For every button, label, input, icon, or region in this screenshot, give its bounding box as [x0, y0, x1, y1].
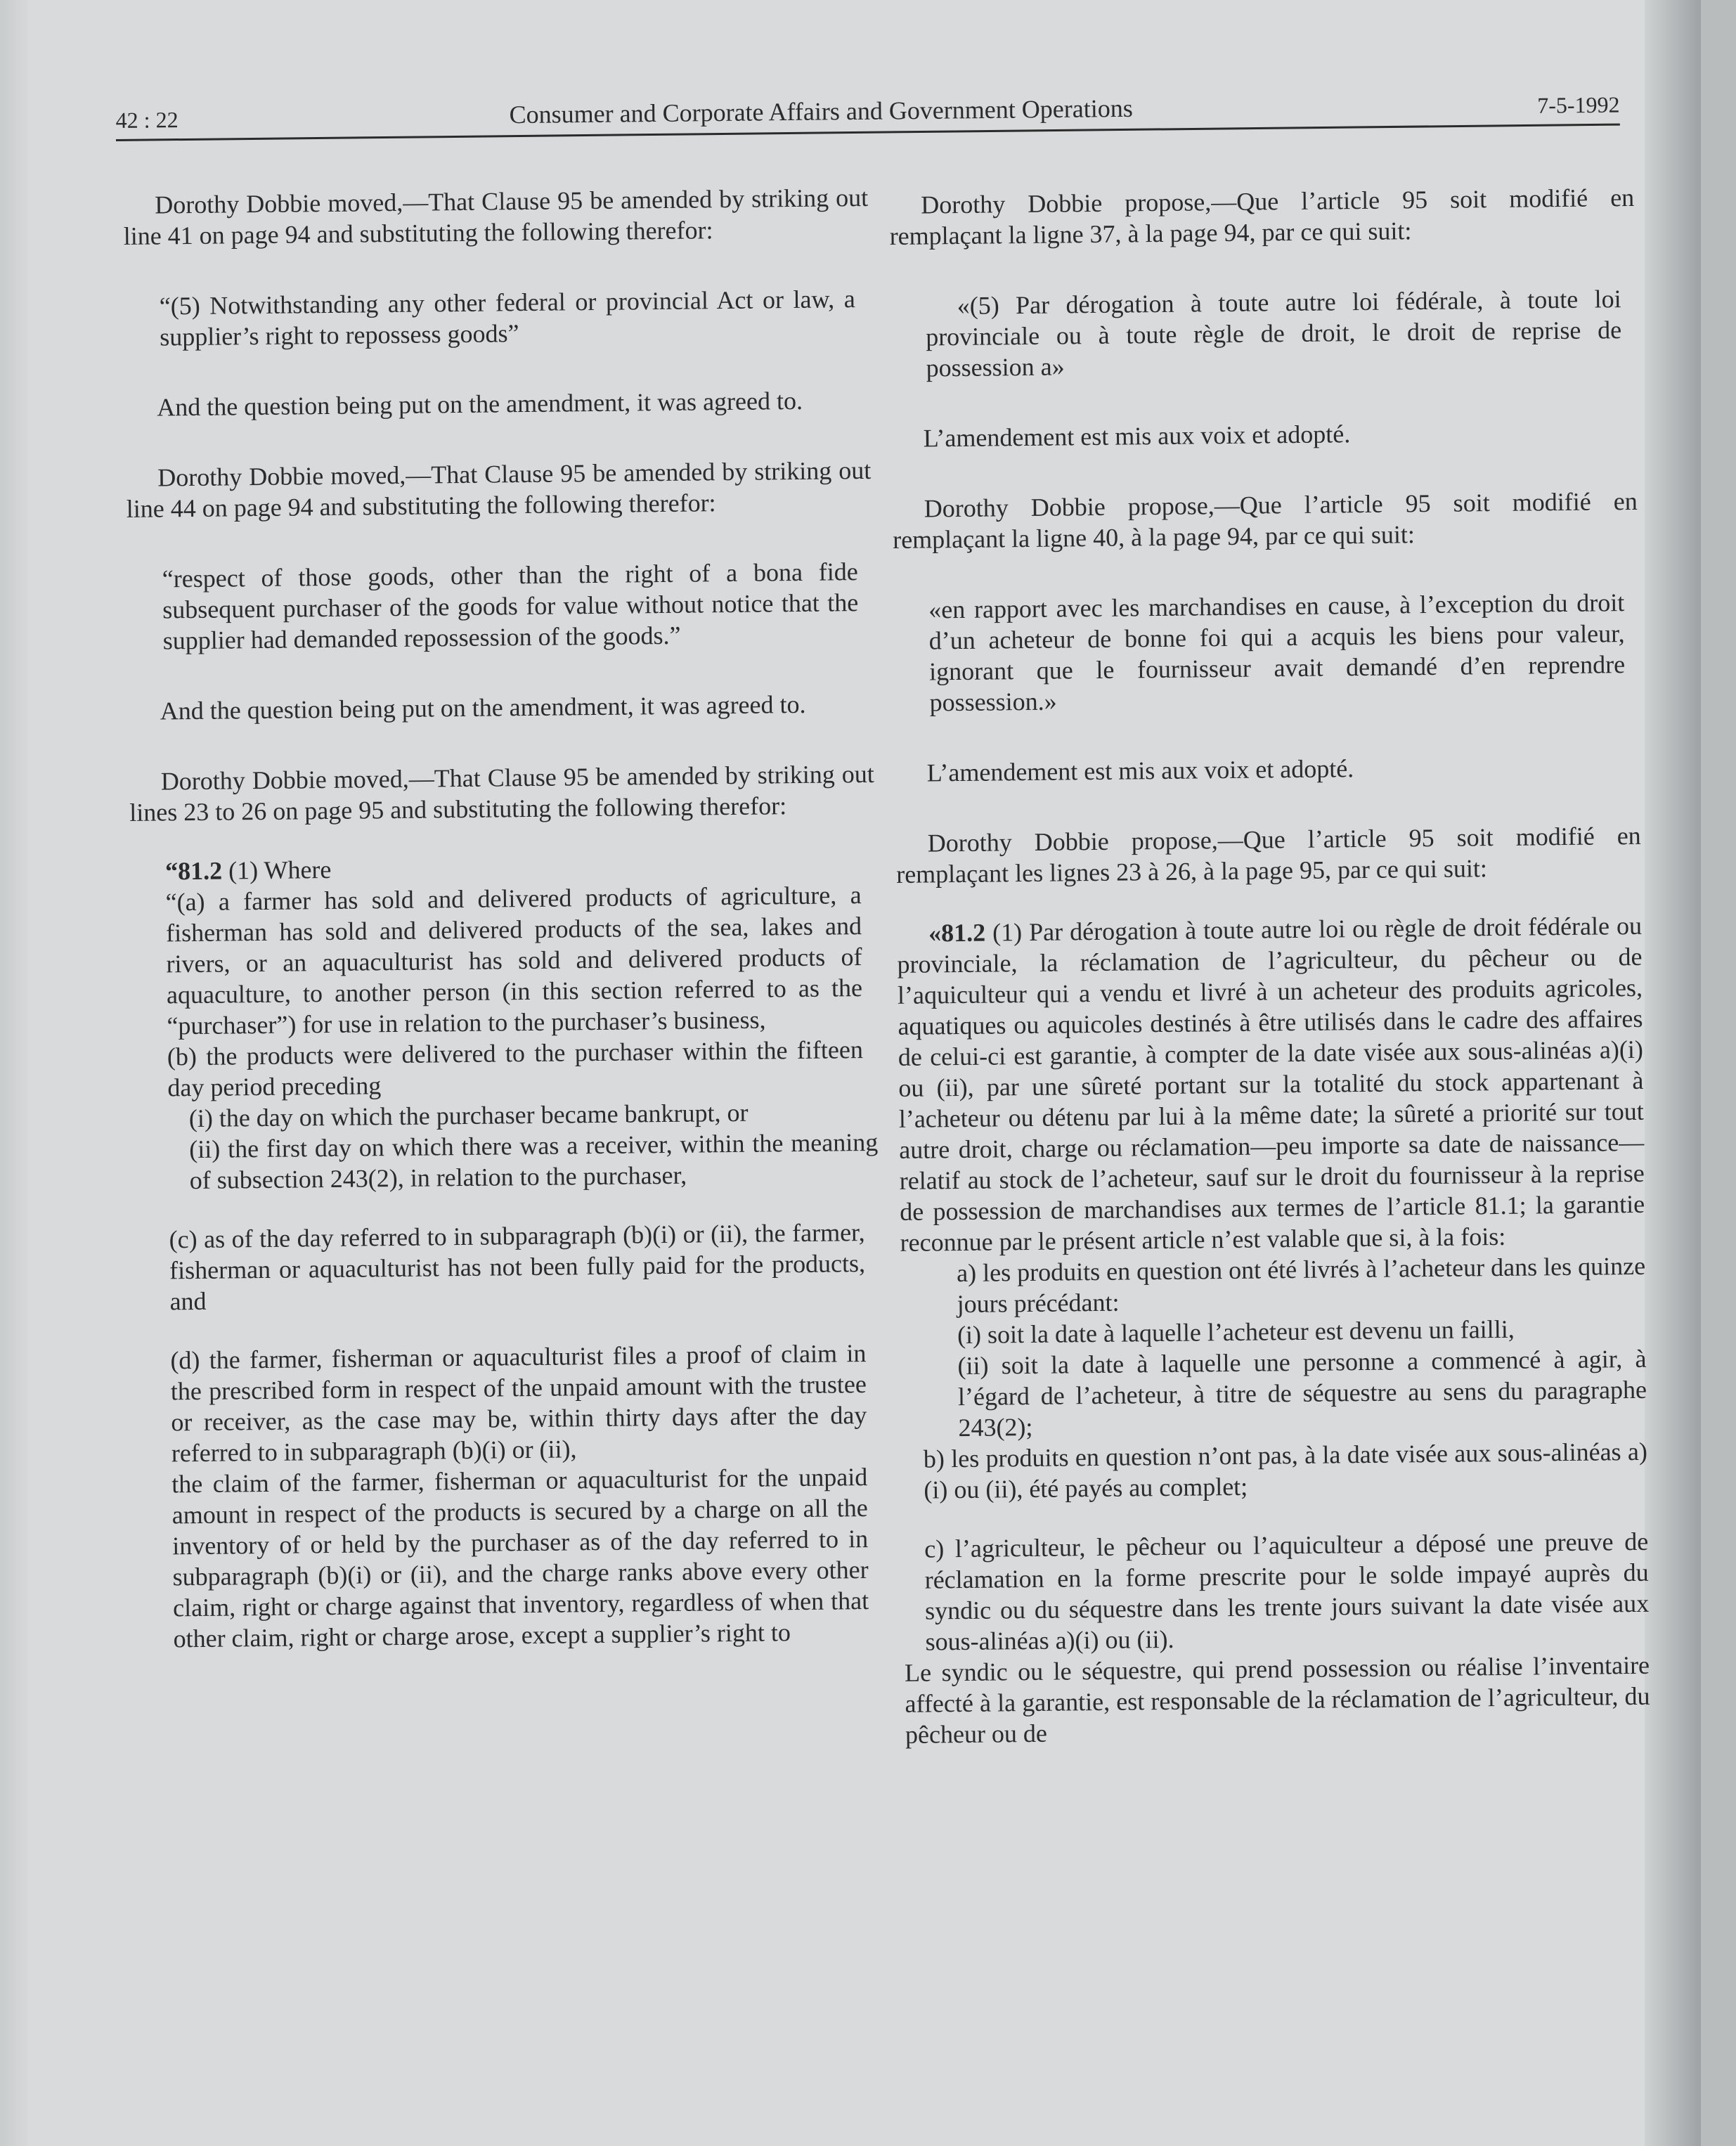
closing-text: Le syndic ou le séquestre, qui prend possession ou réalise l’inventaire affecté à la garantie, est responsable de la réclamation de l’agriculteur, du pêcheur ou de [904, 1650, 1650, 1749]
amendment-text: «(5) Par dérogation à toute autre loi fédérale, à toute loi provinciale ou à toute règle de droit, le droit de reprise de possession a» [925, 285, 1622, 382]
binding-shadow [1645, 0, 1701, 2146]
subparagraph-b-ii: (ii) the first day on which there was a receiver, within the meaning of subsection 243(2), in relation to the purchaser, [189, 1127, 879, 1195]
section-intro: (1) Par dérogation à toute autre loi ou règle de droit fédérale ou provinciale, la réclamation de l’agriculteur, du pêcheur ou de l’aquiculteur qui a vendu et livré à un acheteur des produits agricoles, aquatiques ou aquicoles destinés à être utilisés dans le cadre des affaires de celui-ci est garantie, à compter de la date visée aux sous-alinéas a)(i) ou (ii), par une sûreté portant sur la totalité du stock appartenant à l’acheteur ou détenu par lui à la même date; la sûreté a priorité sur tout autre droit, charge ou réclamation—peu importe sa date de naissance—relatif au stock de l’acheteur, sauf sur le droit du fournisseur à la reprise de possession de marchandises aux termes de l’article 81.1; la garantie reconnue par le présent article n’est valable que si, à la fois: [897, 911, 1645, 1257]
section-intro: (1) Where [221, 855, 332, 885]
subparagraph-a-i: (i) soit la date à laquelle l’acheteur est devenu un failli, [957, 1314, 1515, 1350]
paragraph-b: b) les produits en question n’ont pas, à la date visée aux sous-alinéas a)(i) ou (ii), été payés au complet; [923, 1437, 1648, 1504]
page-number: 42 : 22 [115, 107, 179, 134]
section-heading [897, 910, 1645, 1258]
header-title: Consumer and Corporate Affairs and Government Operations [509, 93, 1133, 129]
section-number: «81.2 [928, 918, 986, 948]
motion-paragraph: Dorothy Dobbie propose,—Que l’article 95 soit modifié en remplaçant la ligne 37, à la page 94, par ce qui suit: [889, 183, 1635, 250]
amendment-text: «en rapport avec les marchandises en cause, à l’exception du droit d’un acheteur de bonne foi qui a acquis les biens pour valeur, ignorant que le fournisseur avait demandé d’en reprendre possession.» [928, 588, 1626, 717]
amendment-text: “respect of those goods, other than the right of a bona fide subsequent purchaser of the goods for value without notice that the supplier had demanded repossession of the goods.” [162, 557, 859, 655]
paragraph-a: “(a) a farmer has sold and delivered products of agriculture, a fisherman has sold and delivered products of the sea, lakes and rivers, or an aquaculturist has sold and delivered products of aquaculture, to another person (in this section referred to as the “purchaser”) for use in relation to the purchaser’s business, [165, 881, 863, 1040]
subparagraph-a-ii: (ii) soit la date à laquelle une personne a commencé à agir, à l’égard de l’acheteur, à titre de séquestre au sens du paragraphe 243(2); [957, 1344, 1647, 1442]
agreed-paragraph: And the question being put on the amendment, it was agreed to. [157, 386, 803, 422]
section-number: “81.2 [164, 856, 223, 886]
paragraph-b: (b) the products were delivered to the purchaser within the fifteen day period preceding [167, 1035, 864, 1102]
english-column [123, 182, 883, 1694]
header-date: 7-5-1992 [1537, 91, 1620, 118]
amendment-text: “(5) Notwithstanding any other federal or provincial Act or law, a supplier’s right to repossess goods” [159, 285, 855, 351]
page-edge [0, 0, 28, 2146]
motion-paragraph: Dorothy Dobbie moved,—That Clause 95 be amended by striking out line 41 on page 94 and substituting the following therefor: [123, 183, 869, 250]
agreed-paragraph: And the question being put on the amendment, it was agreed to. [160, 690, 806, 725]
paragraph-c: (c) as of the day referred to in subparagraph (b)(i) or (ii), the farmer, fisherman or aquaculturist has not been fully paid for the products, and [169, 1218, 866, 1316]
paragraph-a: a) les produits en question ont été livrés à l’acheteur dans les quinze jours précédant: [956, 1251, 1646, 1319]
closing-text: the claim of the farmer, fisherman or aquaculturist for the unpaid amount in respect of the products is secured by a charge on all the inventory of or held by the purchaser as of the day referred to in subparagraph (b)(i) or (ii), and the charge ranks above every other claim, right or charge against that inventory, regardless of when that other claim, right or charge arose, except a supplier’s right to [171, 1463, 869, 1653]
adopted-paragraph: L’amendement est mis aux voix et adopté. [923, 420, 1351, 453]
paragraph-d: (d) the farmer, fisherman or aquaculturist files a proof of claim in the prescribed form in respect of the unpaid amount with the trustee or receiver, as the case may be, within thirty days after the day referred to in subparagraph (b)(i) or (ii), [170, 1339, 867, 1468]
motion-paragraph: Dorothy Dobbie propose,—Que l’article 95 soit modifié en remplaçant les lignes 23 à 26, à la page 95, par ce qui suit: [895, 821, 1641, 888]
motion-paragraph: Dorothy Dobbie moved,—That Clause 95 be amended by striking out lines 23 to 26 on page 95 and substituting the following therefor: [129, 759, 874, 827]
motion-paragraph: Dorothy Dobbie propose,—Que l’article 95 soit modifié en remplaçant la ligne 40, à la page 94, par ce qui suit: [893, 486, 1638, 554]
adopted-paragraph: L’amendement est mis aux voix et adopté. [926, 754, 1354, 787]
french-column [889, 182, 1650, 1750]
subparagraph-b-i: (i) the day on which the purchaser became bankrupt, or [188, 1098, 749, 1133]
motion-paragraph: Dorothy Dobbie moved,—That Clause 95 be amended by striking out line 44 on page 94 and substituting the following therefor: [126, 455, 872, 523]
paragraph-c: c) l’agriculteur, le pêcheur ou l’aquiculteur a déposé une preuve de réclamation en la forme prescrite pour le solde impayé auprès du syndic ou du séquestre dans les trente jours suivant la date visée aux sous-alinéas a)(i) ou (ii). [924, 1527, 1650, 1656]
